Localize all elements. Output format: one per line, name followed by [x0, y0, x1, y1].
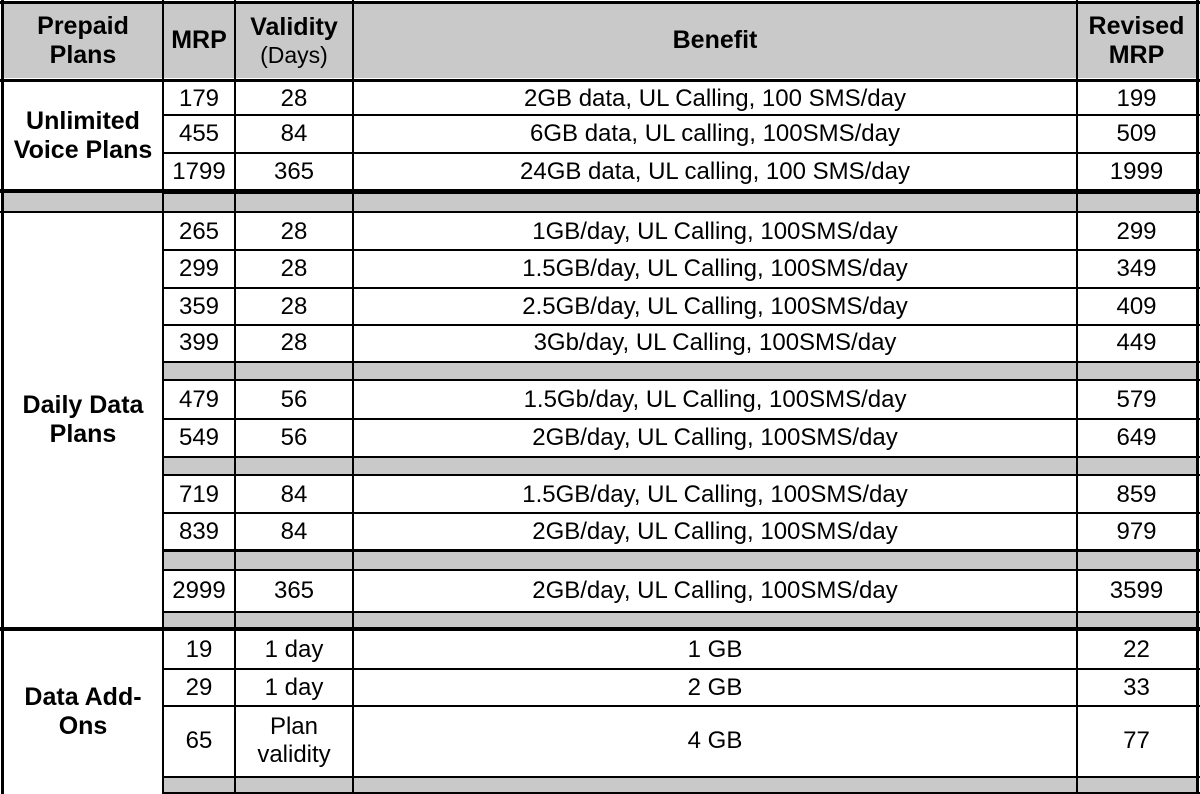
cell-mrp: [163, 115, 235, 153]
mrp-value: 2999: [172, 577, 226, 605]
cell-mrp: [163, 513, 235, 550]
benefit-value: 2GB/day, UL Calling, 100SMS/day: [532, 577, 898, 605]
cell-validity: [235, 631, 353, 669]
header-mrp-text-1: MRP: [171, 26, 227, 55]
cell-revised: [1077, 476, 1196, 513]
cell-benefit: [353, 250, 1077, 288]
revised-value: 859: [1116, 480, 1157, 508]
validity-value: 56: [280, 423, 308, 451]
revised-value: 33: [1123, 673, 1150, 701]
header-mrp: [163, 3, 235, 78]
cell-revised: [1077, 706, 1196, 776]
validity-value: 84: [280, 517, 308, 545]
benefit-value: 1.5Gb/day, UL Calling, 100SMS/day: [523, 386, 907, 414]
benefit-value: 1GB/day, UL Calling, 100SMS/day: [532, 217, 898, 245]
column-line: [162, 0, 164, 794]
benefit-value: 24GB data, UL calling, 100 SMS/day: [520, 158, 910, 186]
cell-revised: [1077, 571, 1196, 611]
row-line: [163, 668, 1200, 670]
header-revised-mrp-text-2: MRP: [1108, 40, 1165, 69]
cell-revised: [1077, 82, 1196, 115]
row-line: [163, 361, 1200, 363]
validity-value: 28: [280, 329, 308, 357]
column-line: [234, 0, 236, 794]
cell-mrp: [163, 250, 235, 288]
revised-value: 979: [1116, 517, 1157, 545]
revised-value: 349: [1116, 255, 1157, 283]
cell-mrp: [163, 325, 235, 361]
cell-revised: [1077, 153, 1196, 191]
validity-value: 1 day: [264, 673, 324, 701]
cell-mrp: [163, 631, 235, 669]
cell-validity: [235, 82, 353, 115]
mrp-value: 479: [178, 386, 220, 414]
benefit-value: 2 GB: [687, 673, 743, 701]
cell-mrp: [163, 571, 235, 611]
mrp-value: 299: [178, 255, 220, 283]
validity-value: 28: [280, 84, 308, 112]
row-line: [163, 456, 1200, 458]
row-line: [163, 114, 1200, 116]
row-line: [163, 550, 1200, 552]
header-prepaid-plans-text-2: Plans: [49, 40, 117, 69]
revised-value: 579: [1116, 386, 1157, 414]
validity-value: 56: [280, 386, 308, 414]
cell-validity: [235, 325, 353, 361]
table-border-right: [1196, 0, 1199, 794]
validity-value: 28: [280, 217, 308, 245]
mrp-value: 549: [178, 423, 220, 451]
cell-benefit: [353, 325, 1077, 361]
cell-validity: [235, 381, 353, 419]
revised-value: 649: [1116, 423, 1157, 451]
group-daily-data-plans-line1: Daily Data: [22, 391, 144, 420]
row-line: [163, 569, 1200, 571]
benefit-value: 2GB data, UL Calling, 100 SMS/day: [524, 84, 906, 112]
separator-row: [163, 551, 1196, 570]
mrp-value: 1799: [172, 158, 226, 186]
cell-benefit: [353, 513, 1077, 550]
group-daily-data-plans: [3, 212, 163, 628]
mrp-value: 359: [178, 292, 220, 320]
mrp-value: 455: [178, 120, 220, 148]
row-line: [163, 211, 1200, 213]
column-line: [1076, 0, 1078, 794]
row-line: [163, 324, 1200, 326]
validity-value: 365: [273, 158, 315, 186]
cell-benefit: [353, 419, 1077, 456]
group-data-add-ons-line1: Data Add-: [24, 682, 142, 711]
cell-mrp: [163, 288, 235, 325]
mrp-value: 179: [178, 84, 220, 112]
cell-validity: [235, 669, 353, 706]
cell-revised: [1077, 513, 1196, 550]
benefit-value: 1.5GB/day, UL Calling, 100SMS/day: [522, 255, 908, 283]
row-line: [163, 249, 1200, 251]
header-revised-mrp: [1077, 3, 1196, 78]
mrp-value: 399: [178, 329, 220, 357]
revised-value: 22: [1123, 636, 1150, 664]
cell-benefit: [353, 82, 1077, 115]
cell-benefit: [353, 381, 1077, 419]
validity-value: 28: [280, 255, 308, 283]
cell-validity: [235, 571, 353, 611]
group-data-add-ons-line2: Ons: [58, 711, 108, 740]
row-line: [163, 418, 1200, 420]
cell-mrp: [163, 213, 235, 250]
cell-validity: [235, 706, 353, 776]
column-line: [352, 0, 354, 794]
cell-revised: [1077, 669, 1196, 706]
benefit-value: 2GB/day, UL Calling, 100SMS/day: [532, 517, 898, 545]
validity-value: 84: [280, 120, 308, 148]
cell-mrp: [163, 706, 235, 776]
cell-validity: [235, 153, 353, 191]
row-line: [163, 611, 1200, 613]
revised-value: 1999: [1109, 158, 1164, 186]
separator-row: [163, 457, 1196, 475]
row-line: [163, 287, 1200, 289]
cell-revised: [1077, 115, 1196, 153]
cell-validity: [235, 513, 353, 550]
header-prepaid-plans-text-1: Prepaid: [37, 11, 129, 40]
mrp-value: 839: [178, 517, 220, 545]
row-line: [163, 627, 1200, 629]
row-line: [0, 211, 163, 213]
benefit-value: 3Gb/day, UL Calling, 100SMS/day: [533, 329, 897, 357]
revised-value: 409: [1116, 292, 1157, 320]
cell-revised: [1077, 325, 1196, 361]
row-line: [163, 474, 1200, 476]
cell-validity: [235, 213, 353, 250]
separator-row: [163, 362, 1196, 380]
benefit-value: 6GB data, UL calling, 100SMS/day: [530, 120, 900, 148]
cell-mrp: [163, 82, 235, 115]
cell-benefit: [353, 153, 1077, 191]
cell-benefit: [353, 476, 1077, 513]
cell-validity: [235, 115, 353, 153]
cell-validity: [235, 419, 353, 456]
revised-value: 199: [1116, 84, 1157, 112]
cell-benefit: [353, 213, 1077, 250]
cell-revised: [1077, 213, 1196, 250]
benefit-value: 1 GB: [687, 636, 743, 664]
benefit-value: 1.5GB/day, UL Calling, 100SMS/day: [522, 480, 908, 508]
cell-revised: [1077, 381, 1196, 419]
table-border-top: [0, 1, 1200, 4]
cell-validity: [235, 250, 353, 288]
header-benefit: [353, 3, 1077, 78]
header-border-bottom: [0, 79, 1200, 82]
validity-value-line2: validity: [257, 741, 331, 768]
mrp-value: 265: [178, 217, 220, 245]
cell-revised: [1077, 419, 1196, 456]
benefit-value: 2GB/day, UL Calling, 100SMS/day: [532, 423, 898, 451]
benefit-value: 4 GB: [687, 727, 743, 755]
cell-revised: [1077, 631, 1196, 669]
row-line: [163, 705, 1200, 707]
cell-mrp: [163, 381, 235, 419]
group-daily-data-plans-line2: Plans: [49, 420, 117, 448]
validity-value: 28: [280, 292, 308, 320]
group-unlimited-voice-plans-line1: Unlimited: [26, 106, 140, 135]
cell-benefit: [353, 571, 1077, 611]
revised-value: 449: [1116, 329, 1157, 357]
row-line: [163, 152, 1200, 154]
cell-revised: [1077, 288, 1196, 325]
validity-value: 1 day: [264, 636, 324, 664]
separator-row: [163, 612, 1196, 628]
header-validity: [235, 3, 353, 78]
header-prepaid-plans: [3, 3, 163, 78]
group-unlimited-voice-plans: [3, 80, 163, 191]
cell-mrp: [163, 419, 235, 456]
mrp-value: 19: [185, 636, 213, 664]
header-benefit-text-1: Benefit: [672, 26, 758, 55]
revised-value: 509: [1116, 120, 1157, 148]
cell-mrp: [163, 153, 235, 191]
validity-value: 84: [280, 480, 308, 508]
separator-row: [163, 193, 1196, 212]
group-data-add-ons: [3, 630, 163, 793]
cell-validity: [235, 288, 353, 325]
mrp-value: 29: [185, 673, 213, 701]
header-validity-text-2: (Days): [260, 41, 328, 68]
row-line: [163, 192, 1200, 194]
cell-validity: [235, 476, 353, 513]
revised-value: 3599: [1109, 577, 1164, 605]
cell-benefit: [353, 669, 1077, 706]
table-border-left: [1, 0, 4, 794]
revised-value: 299: [1116, 217, 1157, 245]
header-revised-mrp-text-1: Revised: [1088, 11, 1185, 40]
cell-mrp: [163, 669, 235, 706]
mrp-value: 719: [178, 480, 220, 508]
benefit-value: 2.5GB/day, UL Calling, 100SMS/day: [522, 292, 908, 320]
group-unlimited-voice-plans-line2: Voice Plans: [13, 135, 153, 164]
cell-revised: [1077, 250, 1196, 288]
row-line: [163, 776, 1200, 778]
row-line: [163, 512, 1200, 514]
cell-benefit: [353, 706, 1077, 776]
revised-value: 77: [1123, 727, 1150, 755]
validity-value: 365: [273, 577, 315, 605]
cell-benefit: [353, 288, 1077, 325]
cell-mrp: [163, 476, 235, 513]
row-line: [163, 379, 1200, 381]
validity-value: Plan: [269, 713, 319, 741]
header-validity-text-1: Validity: [250, 12, 338, 41]
cell-benefit: [353, 115, 1077, 153]
cell-benefit: [353, 631, 1077, 669]
separator-row-label-col: [3, 193, 163, 212]
separator-row: [163, 777, 1196, 793]
mrp-value: 65: [185, 727, 213, 755]
